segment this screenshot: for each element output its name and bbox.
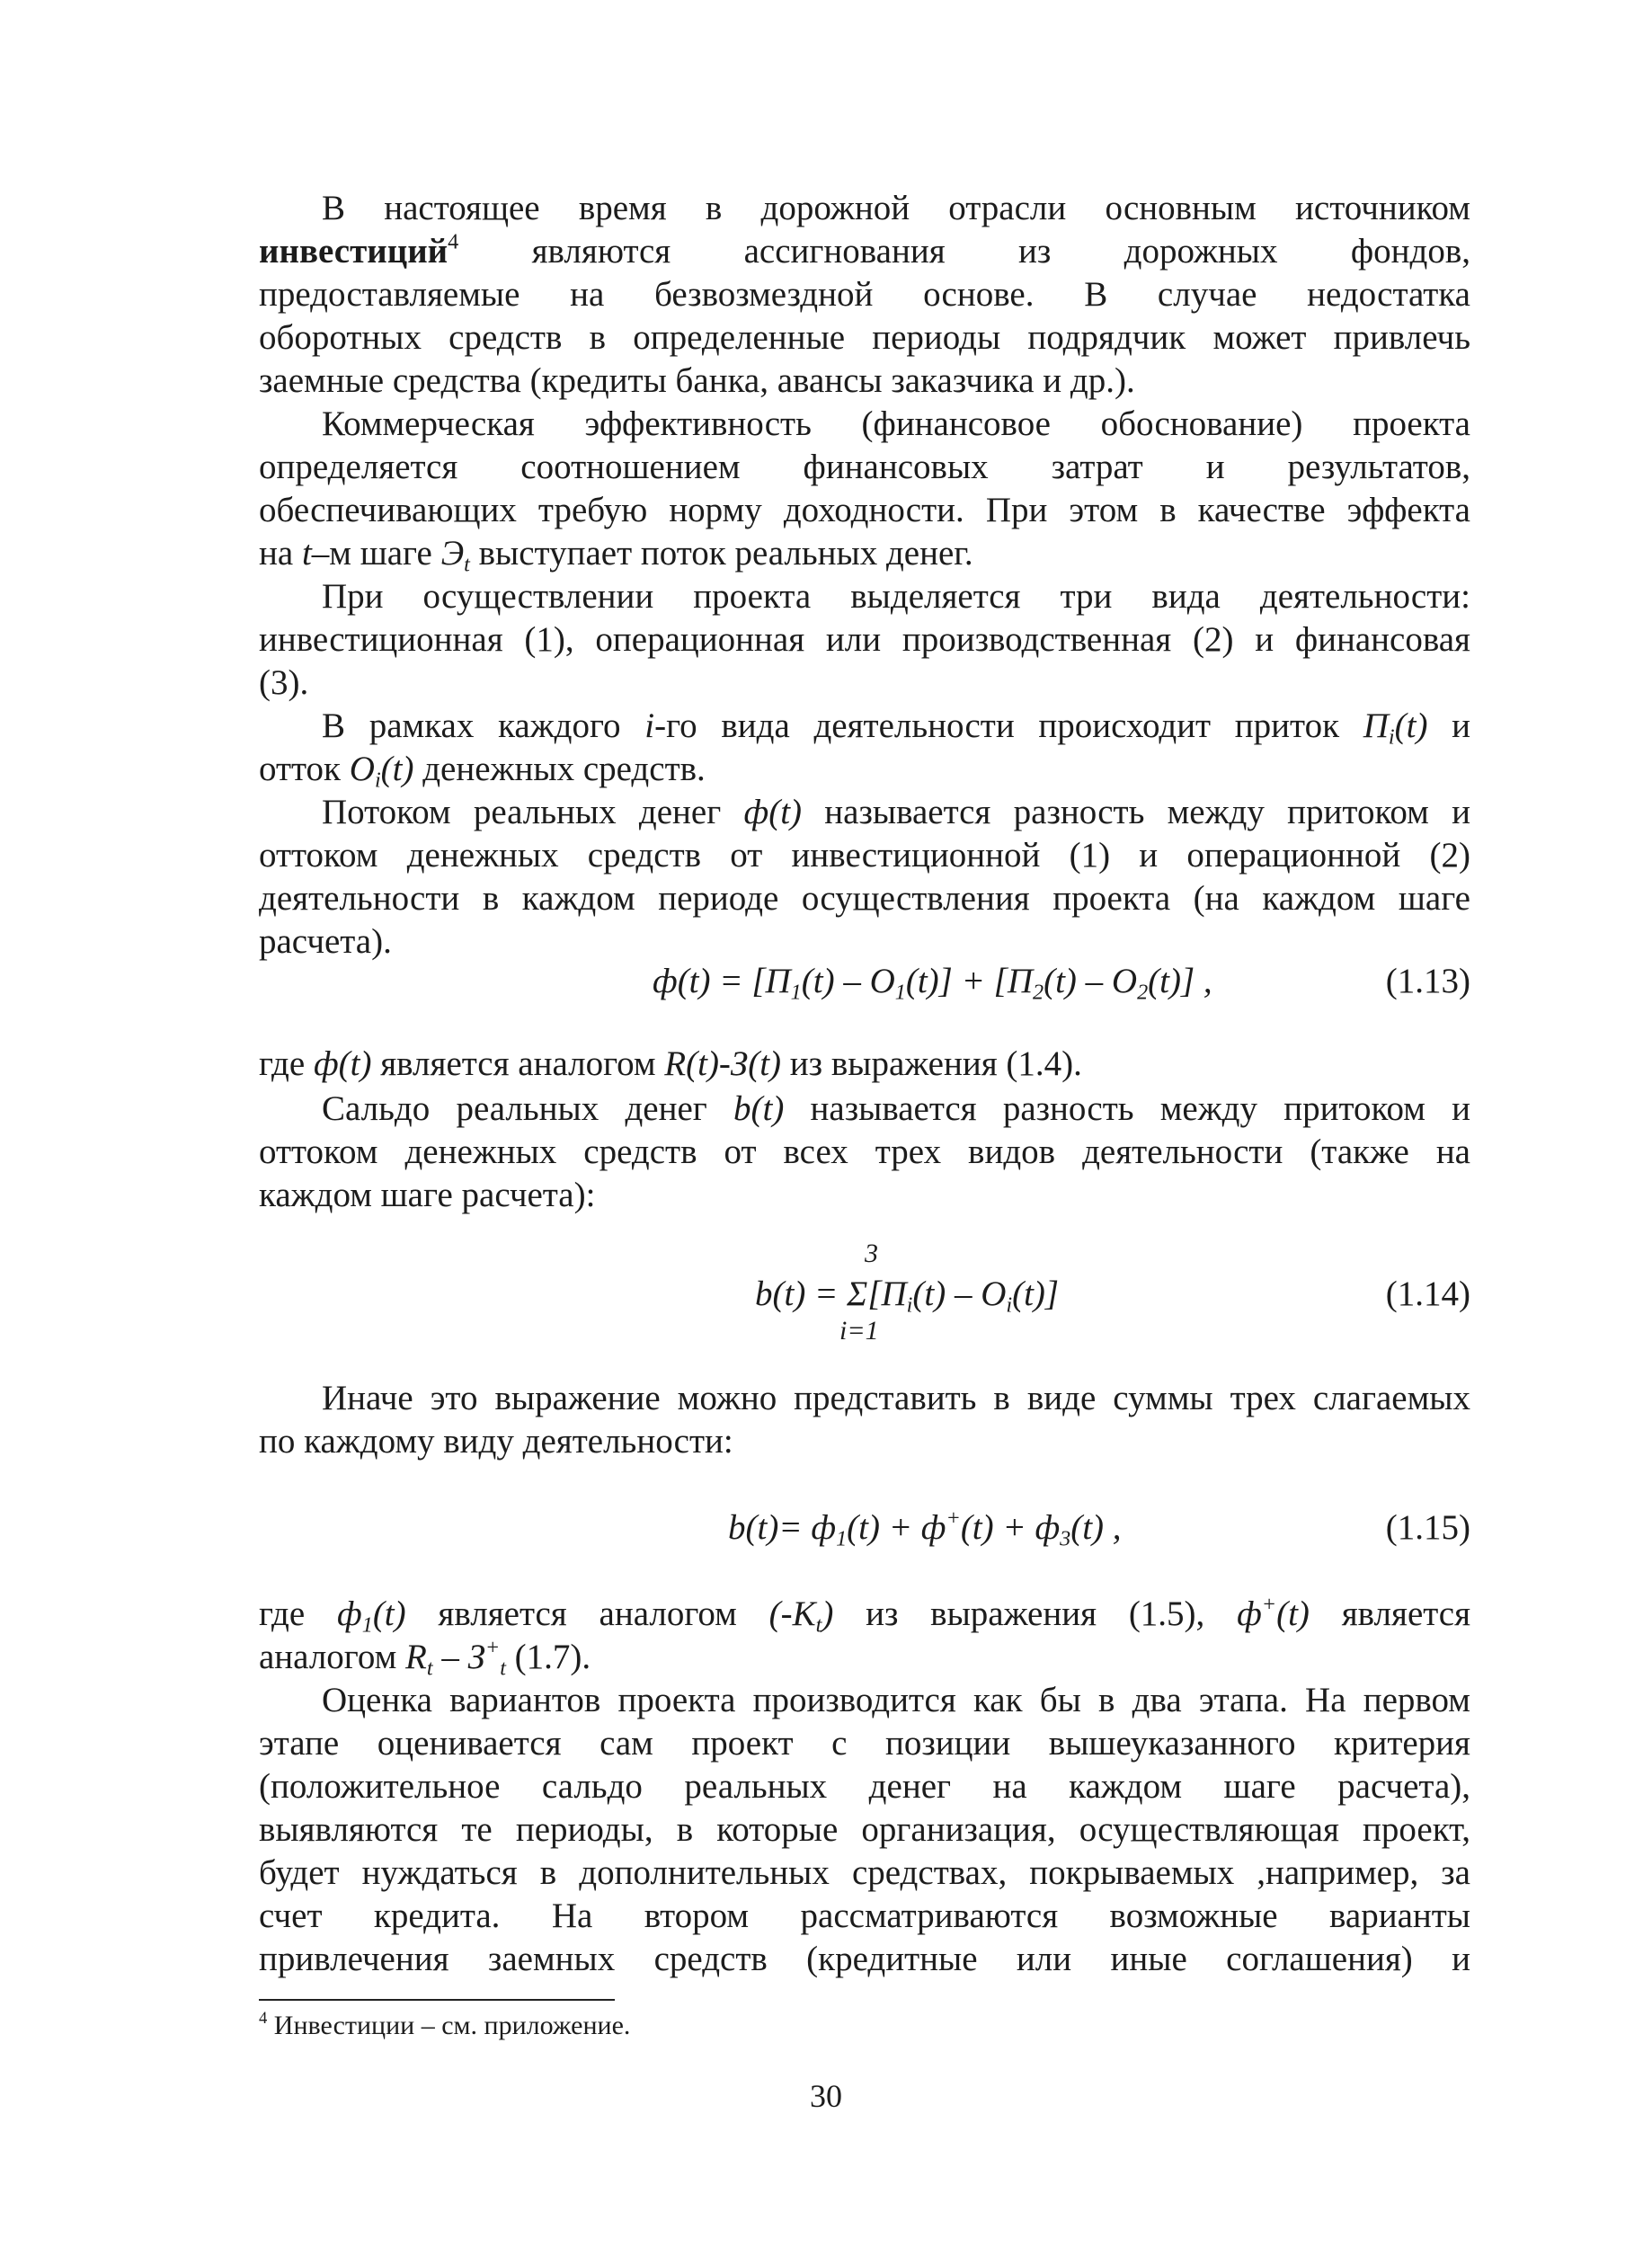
eq-sub: 1 xyxy=(894,980,906,1005)
paragraph-10 xyxy=(259,1679,1470,1981)
math-sub: t xyxy=(500,1656,506,1681)
text: является аналогом xyxy=(438,1594,737,1633)
text: –м xyxy=(311,534,351,573)
text: является аналогом xyxy=(380,1044,656,1083)
eq-part: (t) , xyxy=(1070,1508,1122,1547)
math-effect xyxy=(440,534,470,577)
math-phi1 xyxy=(337,1594,406,1638)
math-sub: t xyxy=(464,552,470,577)
p9-line-1 xyxy=(259,1593,1470,1636)
paragraph-9 xyxy=(259,1593,1470,1679)
p7-line-1 xyxy=(259,1088,1470,1131)
p4-line-2 xyxy=(259,748,1470,791)
math-sub: i xyxy=(374,768,381,793)
text: Иначе это выражение можно представить в виде суммы трех слагаемых xyxy=(322,1379,1470,1417)
paragraph-6 xyxy=(259,1043,1470,1086)
text: (1.7). xyxy=(514,1638,591,1676)
paragraph-5 xyxy=(259,791,1470,964)
p5-line-4 xyxy=(259,920,1470,964)
text: на xyxy=(259,534,294,573)
math-P: П xyxy=(1363,706,1389,745)
equation-1-15 xyxy=(728,1506,1122,1550)
p7-line-3 xyxy=(259,1174,1470,1217)
footnote xyxy=(259,2008,630,2044)
paragraph-4 xyxy=(259,705,1470,791)
eq-sub: i xyxy=(906,1292,913,1318)
text: определяется соотношением финансовых затрат и результатов, xyxy=(259,448,1470,486)
text: заемные средства (кредиты банка, авансы заказчика и др.). xyxy=(259,361,1135,400)
eq-sub: 3 xyxy=(1060,1526,1071,1551)
text: называется разность между притоком и xyxy=(810,1089,1470,1128)
text: (положительное сальдо реальных денег на каждом шаге расчета), xyxy=(259,1767,1470,1806)
footnote-text: Инвестиции – см. приложение. xyxy=(267,2011,631,2040)
text: и xyxy=(1452,706,1471,745)
math-arg: (t) xyxy=(372,1594,406,1633)
math-sub: t xyxy=(426,1656,433,1681)
equation-1-13 xyxy=(653,960,1212,1003)
text: где xyxy=(259,1044,306,1083)
math-E: Э xyxy=(440,534,465,573)
eq-part: (t)] xyxy=(1012,1275,1060,1313)
math-R: R xyxy=(405,1638,427,1676)
p7-line-2 xyxy=(259,1131,1470,1174)
text: привлечения заемных средств (кредитные или иные соглашения) и xyxy=(259,1940,1470,1978)
eq-sub: 1 xyxy=(790,980,802,1005)
p2-line-4 xyxy=(259,532,1470,575)
text: (3). xyxy=(259,663,309,702)
eq-part: (t) – O xyxy=(912,1275,1007,1313)
math-phi: ф(t) xyxy=(743,793,803,831)
text: В рамках каждого xyxy=(322,706,621,745)
math-arg: (t) xyxy=(1394,706,1428,745)
paragraph-1 xyxy=(259,187,1470,403)
text: Потоком реальных денег xyxy=(322,793,722,831)
text: счет кредита. На втором рассматриваются возможные варианты xyxy=(259,1896,1470,1935)
p9-line-2 xyxy=(259,1636,1470,1679)
sum-sign: Σ xyxy=(847,1275,868,1313)
math-phi: ф xyxy=(1237,1594,1262,1633)
text: где xyxy=(259,1594,306,1633)
text: выступает поток реальных денег. xyxy=(478,534,973,573)
text: являются ассигнования из дорожных фондов, xyxy=(531,232,1470,271)
p6-line-1 xyxy=(259,1043,1470,1086)
paragraph-7 xyxy=(259,1088,1470,1217)
math-t: t xyxy=(301,534,312,573)
text: Сальдо реальных денег xyxy=(322,1089,707,1128)
p5-line-2 xyxy=(259,834,1470,877)
text: называется разность между притоком и xyxy=(824,793,1470,831)
text: по каждому виду деятельности: xyxy=(259,1422,733,1461)
text: При осуществлении проекта выделяется три вида деятельности: xyxy=(322,577,1470,616)
math-minus: – xyxy=(432,1638,468,1676)
eq-part: (t) – O xyxy=(801,962,895,1000)
p8-line-2 xyxy=(259,1420,1470,1463)
eq-part: (t) + ф xyxy=(960,1508,1061,1547)
p10-line-6 xyxy=(259,1895,1470,1938)
text: каждом шаге расчета): xyxy=(259,1176,596,1214)
math-i: i xyxy=(644,706,655,745)
math-phi: ф xyxy=(337,1594,362,1633)
sum-lower-limit: i=1 xyxy=(839,1316,879,1346)
text: из выражения (1.5), xyxy=(866,1594,1205,1633)
math-paren: ) xyxy=(822,1594,834,1633)
eq-part: (t) – O xyxy=(1044,962,1138,1000)
text: аналогом xyxy=(259,1638,397,1676)
p5-line-3 xyxy=(259,877,1470,920)
eq-sub: 2 xyxy=(1033,980,1044,1005)
p10-line-1 xyxy=(259,1679,1470,1722)
text: денежных средств. xyxy=(422,750,706,788)
p3-line-3 xyxy=(259,662,1470,705)
p1-line-5 xyxy=(259,360,1470,403)
p1-line-4 xyxy=(259,316,1470,360)
p1-line-2 xyxy=(259,230,1470,273)
p1-line-1 xyxy=(259,187,1470,230)
p10-line-5 xyxy=(259,1852,1470,1895)
p3-line-2 xyxy=(259,618,1470,662)
math-Z: З xyxy=(467,1638,485,1676)
text: из выражения (1.4). xyxy=(789,1044,1082,1083)
text: является xyxy=(1341,1594,1471,1633)
text: Коммерческая эффективность (финансовое обоснование) проекта xyxy=(322,404,1470,443)
eq-part: [П xyxy=(867,1275,907,1313)
eq-part: (t) + ф xyxy=(847,1508,946,1547)
text: -го вида деятельности происходит приток xyxy=(654,706,1340,745)
sum-upper-limit: 3 xyxy=(865,1239,878,1268)
p10-line-3 xyxy=(259,1765,1470,1808)
p4-line-1 xyxy=(259,705,1470,748)
p2-line-3 xyxy=(259,489,1470,532)
p10-line-4 xyxy=(259,1808,1470,1852)
equation-number-1-14: (1.14) xyxy=(1385,1275,1470,1313)
math-O: O xyxy=(349,750,375,788)
p10-line-2 xyxy=(259,1722,1470,1765)
math-sub: i xyxy=(1388,724,1395,750)
text: будет нуждаться в дополнительных средствах, покрываемых ,например, за xyxy=(259,1853,1470,1892)
eq-part: (t)] + [П xyxy=(905,962,1033,1000)
text: предоставляемые на безвозмездной основе. В случае недостатка xyxy=(259,275,1470,314)
page-number: 30 xyxy=(810,2078,842,2114)
math-phiplus xyxy=(1237,1594,1310,1633)
p2-line-2 xyxy=(259,446,1470,489)
eq-part: b(t) = xyxy=(755,1275,839,1313)
footnote-mark: 4 xyxy=(448,229,459,254)
p3-line-1 xyxy=(259,575,1470,618)
p10-line-7 xyxy=(259,1938,1470,1981)
p2-line-1 xyxy=(259,403,1470,446)
text: обеспечивающих требую норму доходности. При этом в качестве эффекта xyxy=(259,491,1470,529)
p8-line-1 xyxy=(259,1377,1470,1420)
math-sup: + xyxy=(1261,1592,1277,1617)
text: оттоком денежных средств от всех трех видов деятельности (также на xyxy=(259,1132,1470,1171)
eq-sub: 1 xyxy=(836,1526,848,1551)
math-b: b(t) xyxy=(733,1089,785,1128)
math-rz: R(t)-З(t) xyxy=(664,1044,782,1083)
text: шаге xyxy=(360,534,432,573)
paragraph-2 xyxy=(259,403,1470,575)
math-sup: + xyxy=(484,1635,501,1660)
text: деятельности в каждом периоде осуществления проекта (на каждом шаге xyxy=(259,879,1470,918)
p5-line-1 xyxy=(259,791,1470,834)
math-arg: (t) xyxy=(380,750,414,788)
paragraph-3 xyxy=(259,575,1470,705)
text: оттоком денежных средств от инвестиционной (1) и операционной (2) xyxy=(259,836,1470,875)
text: расчета). xyxy=(259,922,392,961)
text: этапе оценивается сам проект с позиции вышеуказанного критерия xyxy=(259,1724,1470,1763)
equation-number-1-13: (1.13) xyxy=(1385,962,1470,1000)
equation-1-14 xyxy=(755,1273,1059,1316)
bold-term: инвестиций xyxy=(259,232,449,271)
footnote-divider xyxy=(259,1999,615,2001)
eq-sup: + xyxy=(946,1505,961,1531)
eq-part: b(t)= ф xyxy=(728,1508,837,1547)
paragraph-8 xyxy=(259,1377,1470,1463)
text: отток xyxy=(259,750,342,788)
math-K: (-K xyxy=(768,1594,816,1633)
text: инвестиционная (1), операционная или производственная (2) и финансовая xyxy=(259,620,1470,659)
math-k xyxy=(768,1594,834,1638)
math-outflow xyxy=(349,750,414,793)
math-sub: 1 xyxy=(361,1612,373,1638)
math-sub: t xyxy=(815,1612,822,1638)
eq-part: (t)] , xyxy=(1148,962,1212,1000)
text: Оценка вариантов проекта производится как бы в два этапа. На первом xyxy=(322,1681,1470,1719)
footnote-mark: 4 xyxy=(259,2008,268,2028)
eq-part: ф(t) = [П xyxy=(653,962,791,1000)
math-phi: ф(t) xyxy=(313,1044,372,1083)
math-inflow xyxy=(1363,706,1428,750)
math-rz2 xyxy=(405,1635,506,1681)
text: оборотных средств в определенные периоды подрядчик может привлечь xyxy=(259,318,1470,357)
text: В настоящее время в дорожной отрасли основным источником xyxy=(322,189,1470,227)
eq-sub: 2 xyxy=(1137,980,1149,1005)
p1-line-3 xyxy=(259,273,1470,316)
equation-number-1-15: (1.15) xyxy=(1385,1508,1470,1547)
eq-sub: i xyxy=(1006,1292,1013,1318)
math-arg: (t) xyxy=(1276,1594,1310,1633)
text: выявляются те периоды, в которые организация, осуществляющая проект, xyxy=(259,1810,1470,1849)
